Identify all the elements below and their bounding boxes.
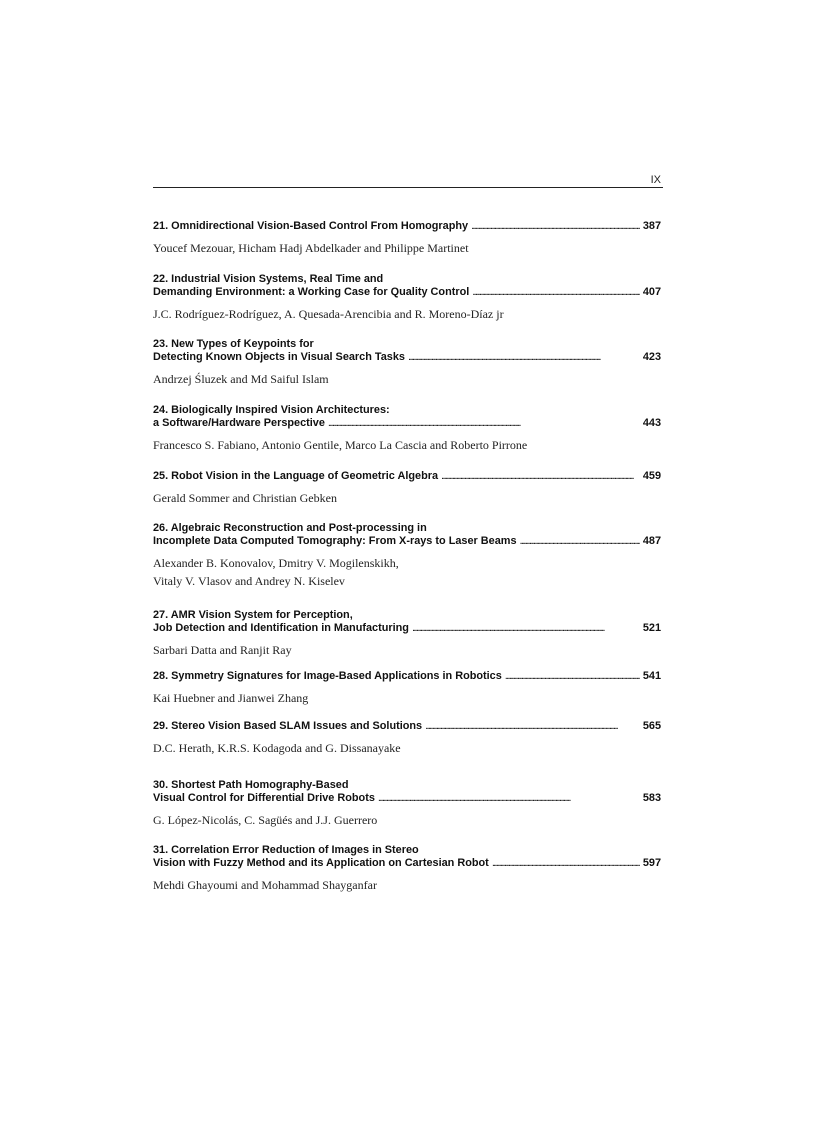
header-rule: [153, 187, 663, 188]
toc-entry[interactable]: [153, 404, 661, 454]
toc-title-text: Vision with Fuzzy Method and its Application on Cartesian Robot: [153, 857, 489, 869]
author-line: Mehdi Ghayoumi and Mohammad Shayganfar: [153, 878, 377, 892]
toc-title-line: 23. New Types of Keypoints for: [153, 338, 314, 350]
dot-leader: [378, 792, 640, 805]
toc-title-text: Incomplete Data Computed Tomography: From X-rays to Laser Beams: [153, 535, 517, 547]
dot-leader: [492, 857, 640, 870]
toc-title-line: 27. AMR Vision System for Perception,: [153, 609, 353, 621]
toc-title-text: 21. Omnidirectional Vision-Based Control From Homography: [153, 220, 469, 232]
page-number: IX: [650, 174, 661, 186]
toc-title-line: [153, 857, 661, 870]
dot-leader: [505, 670, 640, 683]
toc-page-ref[interactable]: 443: [642, 417, 661, 429]
toc-title-line: 26. Algebraic Reconstruction and Post-processing in: [153, 522, 427, 534]
toc-authors: [153, 811, 661, 829]
toc-title-text: Demanding Environment: a Working Case for Quality Control: [153, 286, 470, 298]
toc-page-ref[interactable]: 565: [642, 720, 661, 732]
toc-title-line: [153, 351, 661, 364]
toc-entry[interactable]: [153, 779, 661, 829]
toc-title-line: [153, 792, 661, 805]
dot-leader: [471, 220, 640, 233]
dot-leader: [328, 417, 640, 430]
toc-title-text: Detecting Known Objects in Visual Search Tasks: [153, 351, 405, 363]
toc-title-line: [153, 470, 661, 483]
toc-entry[interactable]: [153, 522, 661, 590]
toc-title-text: 29. Stereo Vision Based SLAM Issues and Solutions: [153, 720, 423, 732]
toc-title-line: 30. Shortest Path Homography-Based: [153, 779, 349, 791]
toc-entry[interactable]: [153, 844, 661, 894]
toc-authors: [153, 305, 661, 323]
toc-title-line: 24. Biologically Inspired Vision Architectures:: [153, 404, 390, 416]
author-line: Kai Huebner and Jianwei Zhang: [153, 691, 309, 705]
toc-title-line: [153, 720, 661, 733]
author-line: G. López-Nicolás, C. Sagüés and J.J. Guerrero: [153, 813, 378, 827]
toc-authors: [153, 554, 661, 590]
toc-authors: [153, 489, 661, 507]
toc-title-line: [153, 417, 661, 430]
toc-entry[interactable]: [153, 273, 661, 323]
author-line: Gerald Sommer and Christian Gebken: [153, 491, 337, 505]
toc-authors: [153, 239, 661, 257]
author-line: Sarbari Datta and Ranjit Ray: [153, 643, 292, 657]
toc-authors: [153, 689, 661, 707]
toc-title-line: [153, 670, 661, 683]
toc-title-line: [153, 622, 661, 635]
dot-leader: [425, 720, 640, 733]
toc-page-ref[interactable]: 583: [642, 792, 661, 804]
toc-entry[interactable]: [153, 338, 661, 388]
toc-authors: [153, 370, 661, 388]
toc-page-ref[interactable]: 423: [642, 351, 661, 363]
toc-title-line: 22. Industrial Vision Systems, Real Time and: [153, 273, 384, 285]
toc-entry[interactable]: [153, 609, 661, 659]
author-line: D.C. Herath, K.R.S. Kodagoda and G. Dissanayake: [153, 741, 401, 755]
toc-title-line: [153, 535, 661, 548]
toc-title-line: [153, 286, 661, 299]
toc-authors: [153, 436, 661, 454]
toc-entry[interactable]: [153, 670, 661, 707]
toc-page-ref[interactable]: 387: [642, 220, 661, 232]
author-line: Andrzej Śluzek and Md Saiful Islam: [153, 372, 329, 386]
toc-title-text: Job Detection and Identification in Manufacturing: [153, 622, 409, 634]
toc-entry[interactable]: [153, 470, 661, 507]
dot-leader: [520, 535, 640, 548]
toc-title-text: 25. Robot Vision in the Language of Geometric Algebra: [153, 470, 439, 482]
author-line: Vitaly V. Vlasov and Andrey N. Kiselev: [153, 574, 345, 588]
toc-authors: [153, 739, 661, 757]
author-line: Alexander B. Konovalov, Dmitry V. Mogilenskikh,: [153, 556, 399, 570]
toc-title-line: [153, 220, 661, 233]
toc-page-ref[interactable]: 597: [642, 857, 661, 869]
toc-page-ref[interactable]: 541: [642, 670, 661, 682]
toc-title-text: 28. Symmetry Signatures for Image-Based Applications in Robotics: [153, 670, 502, 682]
author-line: J.C. Rodríguez-Rodríguez, A. Quesada-Arencibia and R. Moreno-Díaz jr: [153, 307, 504, 321]
toc-page-ref[interactable]: 521: [642, 622, 661, 634]
author-line: Francesco S. Fabiano, Antonio Gentile, Marco La Cascia and Roberto Pirrone: [153, 438, 528, 452]
dot-leader: [472, 286, 640, 299]
toc-authors: [153, 876, 661, 894]
toc-title-text: Visual Control for Differential Drive Robots: [153, 792, 375, 804]
toc-entry[interactable]: [153, 720, 661, 757]
dot-leader: [408, 351, 640, 364]
author-line: Youcef Mezouar, Hicham Hadj Abdelkader and Philippe Martinet: [153, 241, 469, 255]
toc-authors: [153, 641, 661, 659]
toc-entry[interactable]: [153, 220, 661, 257]
dot-leader: [441, 470, 640, 483]
toc-title-text: a Software/Hardware Perspective: [153, 417, 325, 429]
toc-page-ref[interactable]: 487: [642, 535, 661, 547]
toc-page-ref[interactable]: 459: [642, 470, 661, 482]
dot-leader: [412, 622, 640, 635]
toc-title-line: 31. Correlation Error Reduction of Images in Stereo: [153, 844, 419, 856]
toc-page-ref[interactable]: 407: [642, 286, 661, 298]
